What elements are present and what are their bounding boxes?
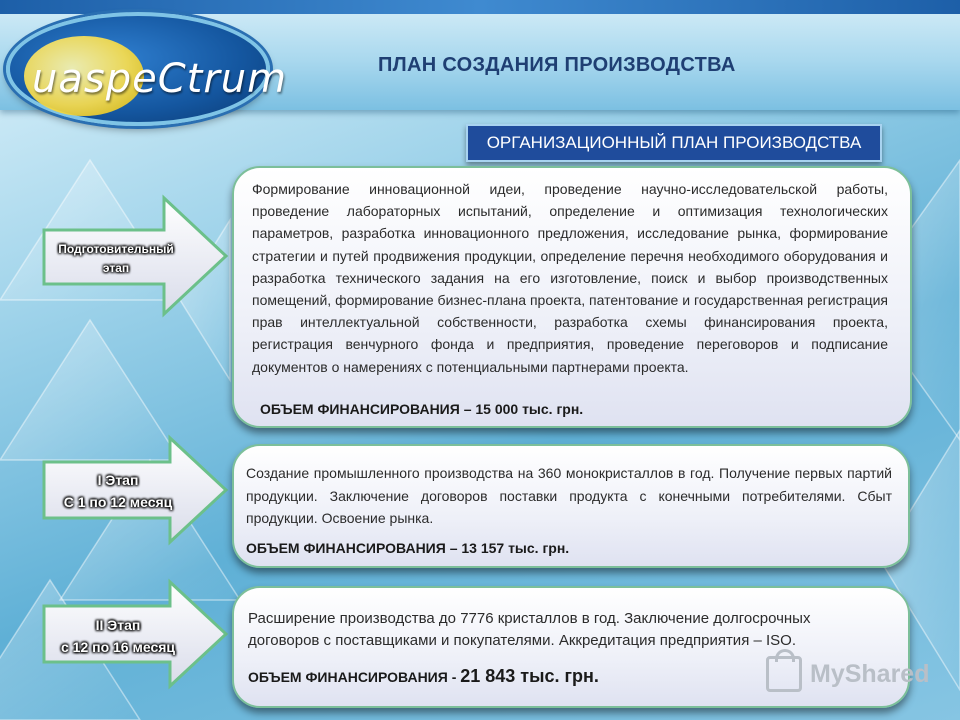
watermark-text: MyShared — [810, 659, 930, 688]
shopping-bag-icon — [766, 656, 802, 692]
funding-label: ОБЪЕМ ФИНАНСИРОВАНИЯ - — [248, 669, 461, 685]
page-title: ПЛАН СОЗДАНИЯ ПРОИЗВОДСТВА — [378, 54, 736, 76]
stage-label-line1: Подготовительный — [58, 242, 174, 256]
stage-label-line1: II Этап — [95, 617, 141, 633]
stage-label-line2: С 1 по 12 месяц — [63, 494, 173, 510]
funding-value: 21 843 тыс. грн. — [460, 666, 599, 686]
stage-label-preparatory — [46, 240, 186, 278]
logo-text: uaspeCtrum — [32, 56, 288, 102]
stage-label-2 — [48, 614, 188, 658]
stage-card-1 — [232, 444, 910, 568]
stage-card-preparatory — [232, 166, 912, 428]
section-title: ОРГАНИЗАЦИОННЫЙ ПЛАН ПРОИЗВОДСТВА — [466, 124, 882, 162]
stage-label-line2: этап — [102, 261, 130, 275]
stage-label-line2: с 12 по 16 месяц — [60, 639, 176, 655]
stage-label-line1: I Этап — [97, 472, 139, 488]
stage-description: Формирование инновационной идеи, проведение научно-исследовательской работы, проведение лабораторных испытаний, определение и оптимизация технологических параметров, разработка инновационного предложения, исследование рынка, формирование стратегии и путей продвижения продукции, определение перечня необходимого оборудования и разработка технического задания на его изготовление, поиск и выбор производственных помещений, формирование бизнес-плана проекта, патентование и государственная регистрация прав интеллектуальной собственности, разработка схемы финансирования проекта, регистрация венчурного фонда и предприятия, проведение переговоров и подписание документов о намерениях с потенциальными партнерами проекта. — [252, 181, 888, 375]
funding-amount: ОБЪЕМ ФИНАНСИРОВАНИЯ – 15 000 тыс. грн. — [260, 401, 584, 417]
watermark — [766, 656, 929, 692]
stage-description: Расширение производства до 7776 кристаллов в год. Заключение долгосрочных договоров с поставщиками и покупателями. Аккредитация предприятия – ISO. — [248, 610, 811, 649]
funding-amount: ОБЪЕМ ФИНАНСИРОВАНИЯ – 13 157 тыс. грн. — [246, 540, 570, 556]
stage-label-1 — [48, 469, 188, 513]
logo — [6, 12, 288, 126]
stage-description: Создание промышленного производства на 360 монокристаллов в год. Получение первых партий продукции. Заключение договоров поставки продукта с конечными потребителями. Сбыт продукции. Освоение рынка. — [246, 465, 892, 526]
funding-amount — [248, 666, 599, 687]
